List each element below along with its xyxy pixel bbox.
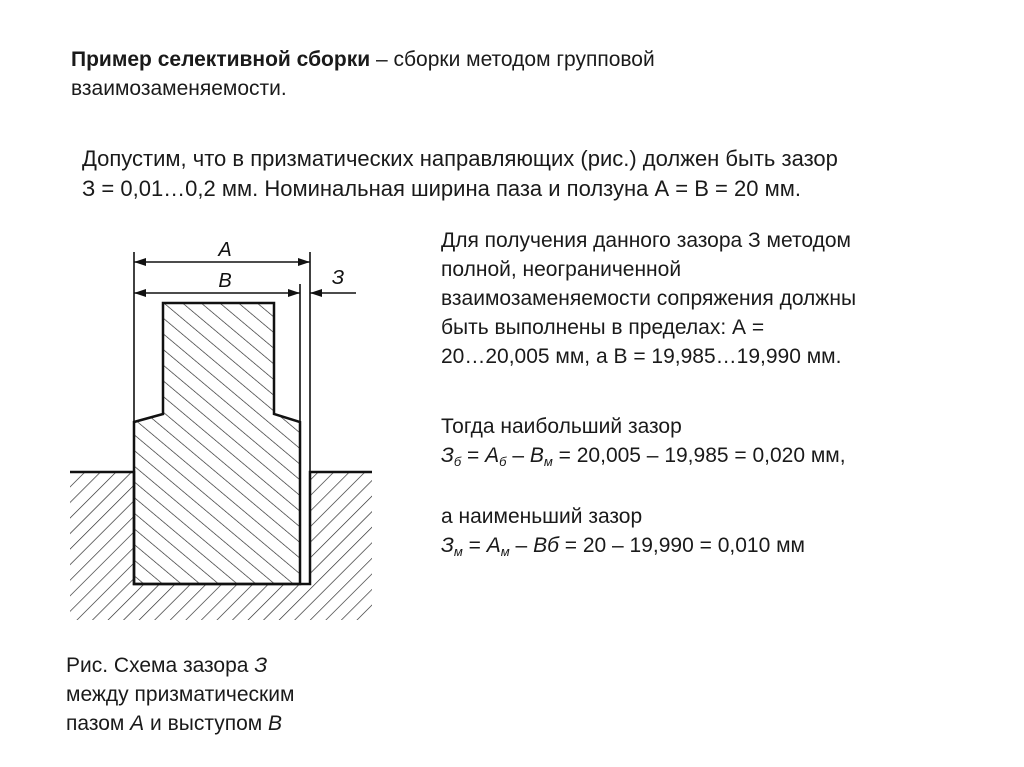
max-b-sub: м <box>543 453 553 469</box>
arrow-a-right <box>298 258 310 266</box>
dim-label-a: А <box>218 239 232 261</box>
min-eq: = <box>462 534 487 557</box>
caption-z: З <box>254 654 268 677</box>
slide-title <box>71 45 871 103</box>
arrow-b-left <box>134 289 146 297</box>
max-lhs-sub: б <box>453 453 462 469</box>
slot-gap-figure <box>60 232 380 632</box>
caption-prefix: Рис. Схема зазора <box>66 654 255 677</box>
arrow-a-left <box>134 258 146 266</box>
max-a-sub: б <box>499 453 507 469</box>
intro-paragraph <box>82 144 982 204</box>
min-result: = 20 – 19,990 = 0,010 мм <box>558 534 805 557</box>
max-result: = 20,005 – 19,985 = 0,020 мм, <box>552 444 846 467</box>
max-gap-block <box>441 412 1001 470</box>
full-line-3: взаимозаменяемости сопряжения должны <box>441 287 857 310</box>
caption-line-3-mid: и выступом <box>144 712 269 735</box>
slider-part <box>134 303 300 584</box>
title-bold: Пример селективной сборки <box>71 48 371 71</box>
gap-label: З <box>331 267 345 289</box>
max-b: В <box>529 444 544 467</box>
caption-b: В <box>268 712 283 735</box>
intro-line-1: Допустим, что в призматических направляющих (рис.) должен быть зазор <box>82 146 838 171</box>
full-line-5: 20…20,005 мм, а В = 19,985…19,990 мм. <box>441 345 842 368</box>
full-line-4: быть выполнены в пределах: А = <box>441 316 765 339</box>
full-line-1: Для получения данного зазора З методом <box>441 229 851 252</box>
max-minus: – <box>506 444 530 467</box>
max-gap-heading: Тогда наибольший зазор <box>441 415 682 438</box>
min-b: Вб <box>533 534 559 557</box>
intro-line-2: З = 0,01…0,2 мм. Номинальная ширина паза и ползуна А = В = 20 мм. <box>82 176 801 201</box>
figure-caption <box>66 651 386 738</box>
caption-a: А <box>130 712 145 735</box>
min-lhs: З <box>441 534 454 557</box>
max-lhs: З <box>441 444 454 467</box>
caption-line-2: между призматическим <box>66 683 295 706</box>
arrow-gap <box>310 289 322 297</box>
arrow-b-right <box>288 289 300 297</box>
full-interchange-paragraph <box>441 226 1001 371</box>
min-minus: – <box>509 534 534 557</box>
dim-label-b: В <box>218 270 232 292</box>
min-gap-heading: а наименьший зазор <box>441 505 643 528</box>
min-gap-block <box>441 502 1001 560</box>
min-a: А <box>486 534 501 557</box>
min-gap-formula <box>441 534 805 557</box>
min-a-sub: м <box>500 543 510 559</box>
title-rest: – сборки методом групповой взаимозаменяемости. <box>71 48 655 100</box>
max-eq: = <box>461 444 486 467</box>
max-a: А <box>485 444 500 467</box>
min-lhs-sub: м <box>453 543 463 559</box>
full-line-2: полной, неограниченной <box>441 258 682 281</box>
max-gap-formula <box>441 444 846 467</box>
caption-line-3-start: пазом <box>66 712 131 735</box>
